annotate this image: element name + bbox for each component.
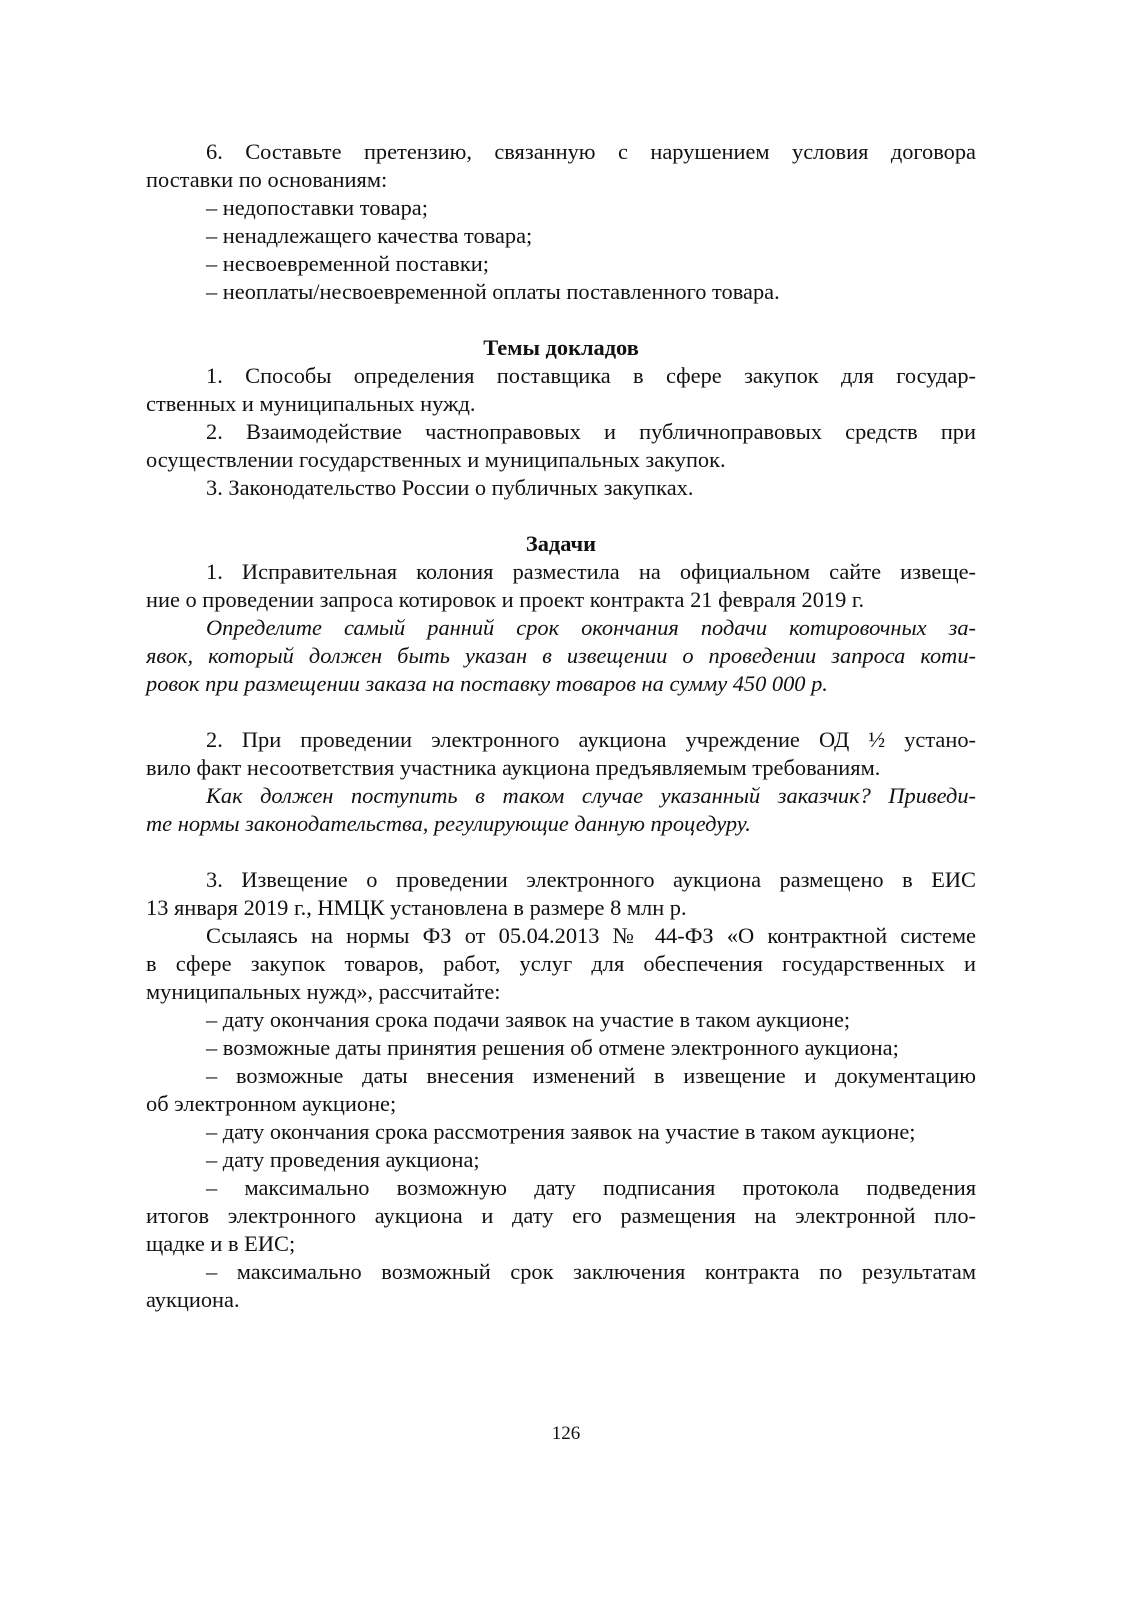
task-3-item-6-line-2: итогов электронного аукциона и дату его размещения на электронной пло-	[146, 1203, 976, 1228]
topic-3-line-1: 3. Законодательство России о публичных закупках.	[206, 475, 694, 500]
task-3	[146, 866, 976, 1314]
task-3-item-4: – дату окончания срока рассмотрения заявок на участие в таком аукционе;	[206, 1119, 916, 1144]
claim-item-3: – несвоевременной поставки;	[206, 251, 489, 276]
task-3-item-7-line-2: аукциона.	[146, 1287, 240, 1312]
task-3-paragraph-line-1: Ссылаясь на нормы ФЗ от 05.04.2013 № 44-ФЗ «О контрактной системе	[206, 923, 976, 948]
topic-2-line-1: 2. Взаимодействие частноправовых и публичноправовых средств при	[206, 419, 976, 444]
task-3-item-7-line-1: – максимально возможный срок заключения контракта по результатам	[206, 1259, 976, 1284]
task-1-question-line-2: явок, который должен быть указан в извещении о проведении запроса коти-	[146, 643, 976, 668]
claim-task-line-1: 6. Составьте претензию, связанную с нарушением условия договора	[206, 139, 976, 164]
claim-task-line-2: поставки по основаниям:	[146, 167, 388, 192]
spacer	[146, 306, 976, 334]
page-number: 126	[551, 1423, 581, 1444]
task-3-paragraph-line-3: муниципальных нужд», рассчитайте:	[146, 979, 501, 1004]
topic-1-line-1: 1. Способы определения поставщика в сфере закупок для государ-	[206, 363, 976, 388]
task-2	[146, 726, 976, 838]
task-3-item-6-line-3: щадке и в ЕИС;	[146, 1231, 296, 1256]
task-1-line-1: 1. Исправительная колония разместила на официальном сайте извеще-	[206, 559, 976, 584]
topic-2-line-2: осуществлении государственных и муниципальных закупок.	[146, 447, 726, 472]
tasks-heading: Задачи	[525, 531, 597, 556]
task-3-item-2: – возможные даты принятия решения об отмене электронного аукциона;	[206, 1035, 899, 1060]
task-3-item-6-line-1: – максимально возможную дату подписания протокола подведения	[206, 1175, 976, 1200]
spacer	[146, 698, 976, 726]
task-2-line-2: вило факт несоответствия участника аукциона предъявляемым требованиям.	[146, 755, 881, 780]
claim-task	[146, 138, 976, 306]
task-1	[146, 558, 976, 698]
task-3-line-1: 3. Извещение о проведении электронного аукциона размещено в ЕИС	[206, 867, 976, 892]
report-topics-heading: Темы докладов	[483, 335, 639, 360]
task-2-line-1: 2. При проведении электронного аукциона учреждение ОД ½ устано-	[206, 727, 976, 752]
page-body	[146, 138, 976, 1314]
task-2-question-line-1: Как должен поступить в таком случае указанный заказчик? Приведи-	[206, 783, 976, 808]
tasks-section	[146, 530, 976, 1314]
task-3-item-5: – дату проведения аукциона;	[206, 1147, 480, 1172]
task-3-paragraph-line-2: в сфере закупок товаров, работ, услуг для обеспечения государственных и	[146, 951, 976, 976]
spacer	[146, 502, 976, 530]
task-1-question-line-3: ровок при размещении заказа на поставку товаров на сумму 450 000 р.	[146, 671, 828, 696]
task-3-line-2: 13 января 2019 г., НМЦК установлена в размере 8 млн р.	[146, 895, 687, 920]
topic-1-line-2: ственных и муниципальных нужд.	[146, 391, 476, 416]
claim-item-2: – ненадлежащего качества товара;	[206, 223, 533, 248]
claim-item-4: – неоплаты/несвоевременной оплаты поставленного товара.	[206, 279, 780, 304]
task-1-line-2: ние о проведении запроса котировок и проект контракта 21 февраля 2019 г.	[146, 587, 865, 612]
report-topics-section	[146, 334, 976, 502]
task-3-item-3-line-1: – возможные даты внесения изменений в извещение и документацию	[206, 1063, 976, 1088]
spacer	[146, 838, 976, 866]
task-3-item-3-line-2: об электронном аукционе;	[146, 1091, 397, 1116]
task-1-question-line-1: Определите самый ранний срок окончания подачи котировочных за-	[206, 615, 976, 640]
task-2-question-line-2: те нормы законодательства, регулирующие данную процедуру.	[146, 811, 751, 836]
claim-item-1: – недопоставки товара;	[206, 195, 428, 220]
task-3-item-1: – дату окончания срока подачи заявок на участие в таком аукционе;	[206, 1007, 851, 1032]
